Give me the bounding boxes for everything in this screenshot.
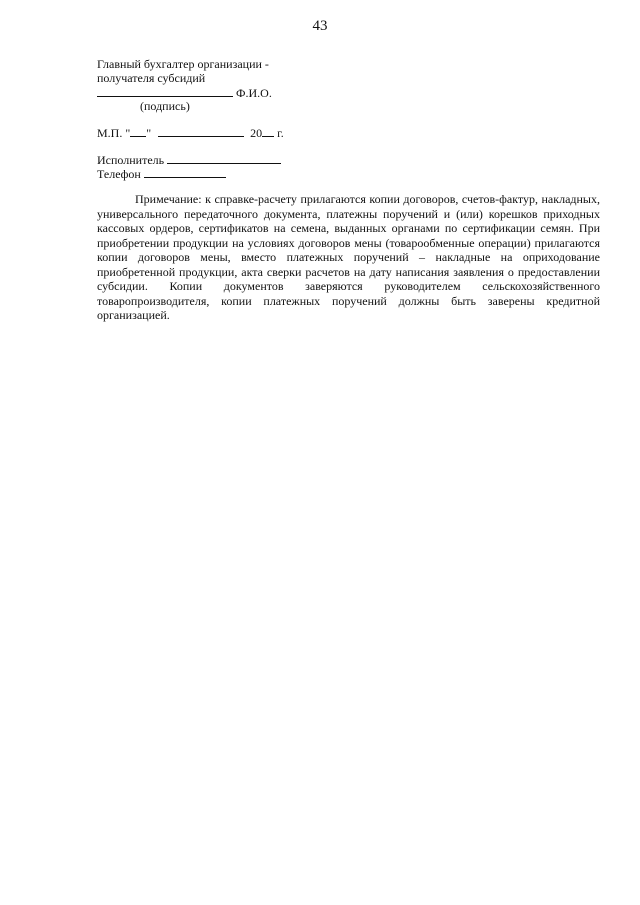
signature-blank — [97, 85, 233, 97]
executor-label: Исполнитель — [97, 153, 165, 167]
quote-open: " — [125, 126, 131, 140]
day-blank — [130, 125, 146, 137]
executor-blank — [167, 152, 281, 164]
phone-label: Телефон — [97, 167, 141, 181]
page-number: 43 — [312, 18, 328, 34]
phone-blank — [144, 166, 226, 178]
month-blank — [158, 125, 244, 137]
fio-label: Ф.И.О. — [236, 86, 272, 100]
executor-line — [97, 152, 281, 167]
year-suffix: г. — [277, 126, 284, 140]
signature-caption: (подпись) — [140, 99, 190, 113]
year-prefix: 20 — [250, 126, 263, 140]
year-blank — [262, 125, 274, 137]
quote-close: " — [146, 126, 152, 140]
note-paragraph: Примечание: к справке-расчету прилагаются копии договоров, счетов-фактур, накладных, универсального передаточного документа, платежны поручений и (или) корешков приходных кассовых ордеров, сертификатов на семена, выданных органами по сертификации семян. При приобретении продукции на условиях договоров мены (товарообменные операции) прилагаются копии договоров мены, вместо платежных поручений – накладные на оприходование приобретенной продукции, акта сверки расчетов на дату написания заявления о предоставлении субсидии. Копии документов заверяются руководителем сельскохозяйственного товаропроизводителя, копии платежных поручений должны быть заверены кредитной организацией. — [97, 192, 600, 322]
signature-line — [97, 85, 272, 100]
stamp-date-line — [97, 125, 284, 140]
phone-line — [97, 166, 226, 181]
signer-title-line-2: получателя субсидий — [97, 71, 206, 85]
signer-title-line-1: Главный бухгалтер организации - — [97, 57, 269, 71]
mp-label: М.П. — [97, 126, 123, 140]
